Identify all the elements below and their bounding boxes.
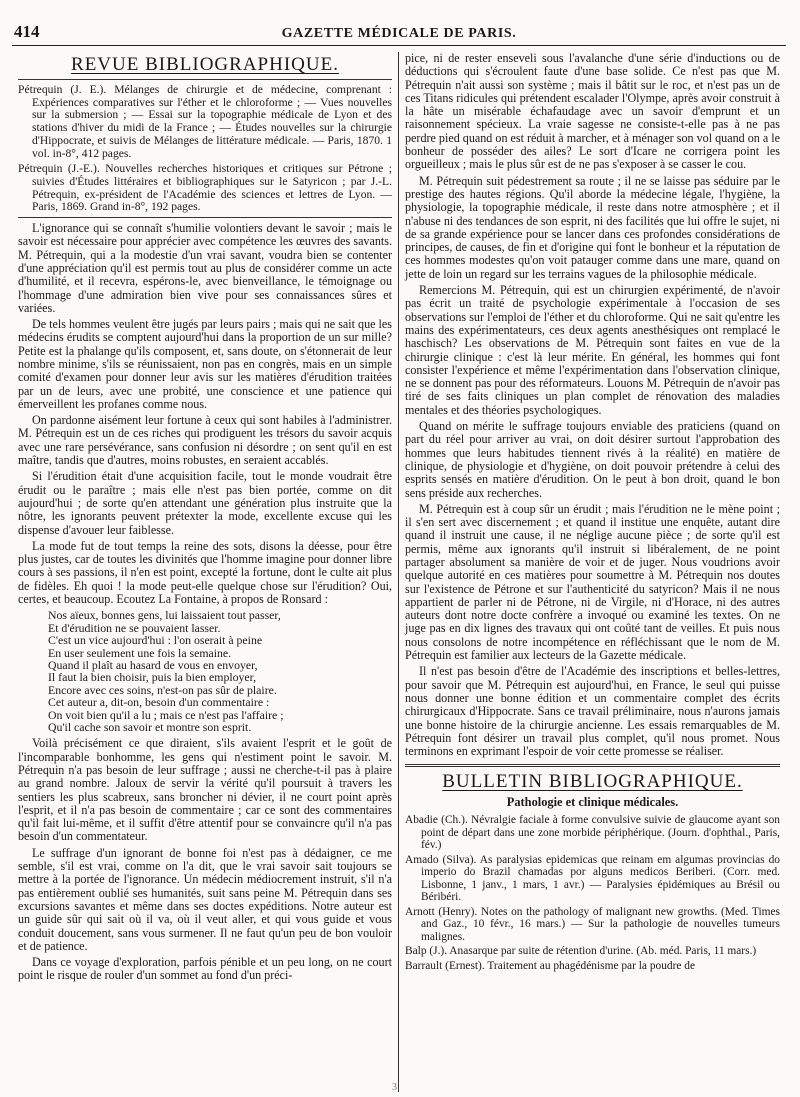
reviewed-work-entry: Pétrequin (J.-E.). Nouvelles recherches historiques et critiques sur Pétrone ; suivies d'Études littéraires et bibliographiques sur le Satyricon ; par J.-L. Pétrequin, ex-président de l'Académie des sciences et lettres de Lyon. — Paris, 1869. Grand in-8°, 192 pages. <box>18 162 392 214</box>
bulletin-title: BULLETIN BIBLIOGRAPHIQUE. <box>442 771 743 793</box>
bulletin-list <box>405 814 780 972</box>
verse-line: Nos aïeux, bonnes gens, lui laissaient tout passer, <box>48 608 281 623</box>
verse-line: Cet auteur a, dit-on, besoin d'un commentaire : <box>48 695 270 710</box>
verse-line: Il faut la bien choisir, puis la bien employer, <box>48 670 257 685</box>
bulletin-entry: Barrault (Ernest). Traitement au phagédénisme par la poudre de <box>405 959 696 972</box>
page-number: 414 <box>14 22 40 41</box>
verse-line: Et d'érudition ne se pouvaient lasser. <box>48 620 221 635</box>
left-column <box>12 52 399 1092</box>
verse-line: C'est un vice aujourd'hui : l'on oserait à peine <box>48 633 263 648</box>
paragraph: Le suffrage d'un ignorant de bonne foi n'est pas à dédaigner, ce me semble, s'il est vrai, comme on l'a dit, que le vrai savoir sait toujours se mettre à la portée de l'ignorance. Un médecin médiocrement instruit, s'il n'a pas entièrement oublié ses humanités, suit sans peine M. Pétrequin dans ses excursions savantes et même dans ses doctes expéditions. Notre auteur est un guide sûr qui sait où il va, où il veut aller, et qui vous guide et vous conduit doucement, sans vous surmener. Il ne faut qu'un peu de bon vouloir et de patience. <box>18 845 392 953</box>
bulletin-entry: Amado (Silva). As paralysias epidemicas que reinam em algumas provincias do imperio do Brazil chamadas por alguns medicos Beriberi. (Corr. med. Lisbonne, 1 janv., 1 mars, 1 avr.) — Paralysies épidémiques au Brésil ou Béribéri. <box>405 853 780 904</box>
reviewed-work-entry: Pétrequin (J. E.). Mélanges de chirurgie et de médecine, comprenant : Expériences comparatives sur l'éther et le chloroforme ; — Vues nouvelles sur la submersion ; — Essai sur la topographie médicale de Lyon et des stations d'hiver du midi de la France ; — Études nouvelles sur la chirurgie d'Hippocrate, et suivis de Mélanges de littérature médicale. — Paris, 1870. 1 vol. in-8°, 412 pages. <box>18 83 392 160</box>
verse-line: Qu'il cache son savoir et montre son esprit. <box>48 720 252 734</box>
paragraph: La mode fut de tout temps la reine des sots, disons la déesse, pour être plus justes, car de toutes les divinités que l'homme imagine pour donner libre cours à ses passions, il n'en est point, excepté la fortune, dont le culte ait plus de fidèles. Eh quoi ! la mode peut-elle quelque chose sur l'érudition? Oui, certes, et beaucoup. Ecoutez La Fontaine, à propos de Ronsard : <box>18 538 392 607</box>
two-column-body <box>12 52 786 1092</box>
divider <box>18 217 392 218</box>
running-head <box>12 22 786 46</box>
verse-line: En user seulement une fois la semaine. <box>48 645 232 660</box>
verse-quotation <box>48 609 392 733</box>
bulletin-entry: Balp (J.). Anasarque par suite de rétention d'urine. (Ab. méd. Paris, 11 mars.) <box>405 945 757 958</box>
paragraph: M. Pétrequin suit pédestrement sa route ; il ne se laisse pas séduire par le prestige des hautes régions. Qu'il aborde la médecine légale, l'hygiène, la physiologie, la topographie médicale, il reste dans notre atmosphère ; et il n'abuse ni des tendances de son esprit, ni des facilités que lui offre le sujet, ni de sa grande expérience pour se lancer dans ces profondes considérations de principes, de causes, de fin et d'origine qui font le bonheur et la réputation de ces hommes modestes qu'on voit patauger comme dans une mare, quand on jette de loin un regard sur les terrains vagues de la philosophie médicale. <box>405 173 780 281</box>
verse-line: Quand il plaît au hasard de vous en envoyer, <box>48 657 258 672</box>
paragraph: Dans ce voyage d'exploration, parfois pénible et un peu long, on ne court point le risque de rouler d'un sommet au fond d'un préci- <box>18 955 392 983</box>
paragraph: De tels hommes veulent être jugés par leurs pairs ; mais qui ne sait que les médecins érudits se comptent aujourd'hui dans la proportion de un sur mille? Petite est la phalange qu'ils composent, et, sans doute, on s'étonnerait de leur nombre minime, s'ils se réunissaient, non pas en congrès, mais en un simple comité d'examen pour donner leur avis sur les matières d'érudition traitées par un de leurs, avec une probité, une conscience et une patience qui émerveillent les profanes comme nous. <box>18 317 392 411</box>
divider <box>18 79 392 80</box>
section-title: REVUE BIBLIOGRAPHIQUE. <box>71 54 339 75</box>
paragraph: Voilà précisément ce que diraient, s'ils avaient l'esprit et le goût de l'incomparable bonhomme, les gens qui n'estiment point le savoir. M. Pétrequin n'a pas besoin de leur suffrage ; aussi ne cherche-t-il pas à plaire au grand nombre. Jaloux de servir la vérité qu'il poursuit à travers les sentiers les plus scabreux, sans broncher ni dévier, il ne court point après l'esprit, et il n'a pas besoin de commentaire ; car ce sont des commentaires qu'il fait lui-même, et il suffit d'être attentif pour se convaincre qu'il n'a pas besoin d'un commentateur. <box>18 736 392 844</box>
paragraph: Si l'érudition était d'une acquisition facile, tout le monde voudrait être érudit ou le paraître ; mais elle n'est pas bien portée, comme on dit aujourd'hui ; de sorte qu'en attendant une génération plus instruite que la nôtre, les ignorants peuvent prétexter la mode, excellente excuse qui les dispense d'avouer leur faiblesse. <box>18 469 392 537</box>
paragraph: pice, ni de rester enseveli sous l'avalanche d'une série d'inductions ou de déductions qui s'écroulent faute d'une base solide. Ce n'est pas que M. Pétrequin n'ait aussi son système ; mais il bâtit sur le roc, et n'est pas un de ces Titans ridicules qui prétendent escalader l'Olympe, après avoir construit à la hâte un misérable échafaudage avec un savoir d'emprunt et un raisonnement spécieux. La vraie sagesse ne consiste-t-elle pas à ne pas perdre pied quand on est réduit à marcher, et à ménager son vol quand on a le bonheur de posséder des ailes? Le sort d'Icare ne corrigera point les orgueilleux ; mais le plus sûr est de ne pas s'exposer à se casser le cou. <box>405 52 780 172</box>
paragraph: Quand on mérite le suffrage toujours enviable des praticiens (quand on part du réel pour arriver au vrai, on doit désirer surtout l'approbation des hommes que leurs habitudes tiennent rivés à la réalité) en matière de clinique, de physiologie et d'hygiène, on doit pouvoir prétendre à celui des esprits sensés en matière d'érudition. On le peut à bon droit, quand le bon sens préside aux recherches. <box>405 419 780 500</box>
bulletin-subtitle: Pathologie et clinique médicales. <box>506 795 679 810</box>
bulletin-entry: Arnott (Henry). Notes on the pathology of malignant new growths. (Med. Times and Gaz., 10 févr., 16 mars.) — Sur la pathologie de nouvelles tumeurs malignes. <box>405 905 780 943</box>
paragraph: Remercions M. Pétrequin, qui est un chirurgien expérimenté, de n'avoir pas écrit un traité de psychologie expérimentale à l'occasion de ses observations sur l'emploi de l'éther et du chloroforme. Qui ne sait qu'entre les mains des expérimentateurs, ces deux agents anesthésiques ont remplacé le haschisch? Les observations de M. Pétrequin sont faites en vue de la chirurgie clinique : c'est là leur mérite. En général, les hommes qui font consister l'expérience et même l'expérimentation dans l'observation clinique, ne se donnent pas pour des réformateurs. Louons M. Pétrequin de n'avoir pas tiré de ses faits cliniques un plan complet de rénovation des maladies mentales et des théories psychologiques. <box>405 283 780 417</box>
right-column <box>399 52 786 1092</box>
paragraph: On pardonne aisément leur fortune à ceux qui sont habiles à l'administrer. M. Pétrequin est un de ces riches qui prodiguent les trésors du savoir acquis avec une rare persévérance, sans confusion ni désordre ; on sent qu'il en est maître, tandis que d'autres, moins robustes, en seraient accablés. <box>18 413 392 468</box>
paragraph: M. Pétrequin est à coup sûr un érudit ; mais l'érudition ne le mène point ; il s'en sert avec discernement ; et quand il institue une enquête, autant dire quand il instruit une cause, il ne néglige aucune pièce ; de sorte qu'il est permis, même aux ignorants qu'il instruit si libéralement, de ne point partager absolument sa manière de voir et de juger. Nous voudrions avoir quelque autorité en ces matières pour soumettre à M. Pétrequin nos doutes sur l'existence de Pétrone et sur l'authenticité du satyricon? Mais il ne nous appartient de parler ni de Pétrone, ni de Virgile, ni d'Horace, ni des autres auteurs dont notre docte confrère a invoqué ou examiné les textes. On ne juge pas en dix lignes des travaux qui ont coûté tant de veilles. Et puis nous nous consolons de notre incompétence en réfléchissant que le nom de M. Pétrequin est familier aux lecteurs de la Gazette médicale. <box>405 501 780 663</box>
verse-line: Encore avec ces soins, n'est-on pas sûr de plaire. <box>48 682 277 697</box>
paragraph: Il n'est pas besoin d'être de l'Académie des inscriptions et belles-lettres, pour savoir que M. Pétrequin est aujourd'hui, en France, le seul qui puisse nous donner une bonne édition et un commentaire complet des écrits chirurgicaux d'Hippocrate. Sans ce travail préliminaire, nous n'aurons jamais une bonne histoire de la chirurgie ancienne. Les essais remarquables de M. Pétrequin font désirer un travail plus complet, qu'il nous promet. Nous terminons en exprimant l'espoir de voir cette promesse se réaliser. <box>405 664 780 759</box>
verse-line: On voit bien qu'il a lu ; mais ce n'est pas l'affaire ; <box>48 707 284 722</box>
divider <box>405 764 780 767</box>
reviewed-works <box>18 84 392 214</box>
page-footer-mark: 3 <box>392 1082 397 1093</box>
bulletin-entry: Abadie (Ch.). Névralgie faciale à forme convulsive suivie de glaucome ayant son point de départ dans une zone morbide périphérique. (Journ. d'ophthal., Paris, fév.) <box>405 814 780 852</box>
journal-title: GAZETTE MÉDICALE DE PARIS. <box>281 26 517 41</box>
paragraph: L'ignorance qui se connaît s'humilie volontiers devant le savoir ; mais le savoir est nécessaire pour apprécier avec compétence les œuvres des savants. M. Pétrequin, qui a la modestie d'un vrai savant, voudra bien se contenter d'une appréciation qu'il est permis tout au plus de considérer comme un acte d'humilité, et il recevra, espérons-le, avec bienveillance, le témoignage ou l'hommage d'une admiration bien vive pour ses connaissances sûres et variées. <box>18 221 392 315</box>
